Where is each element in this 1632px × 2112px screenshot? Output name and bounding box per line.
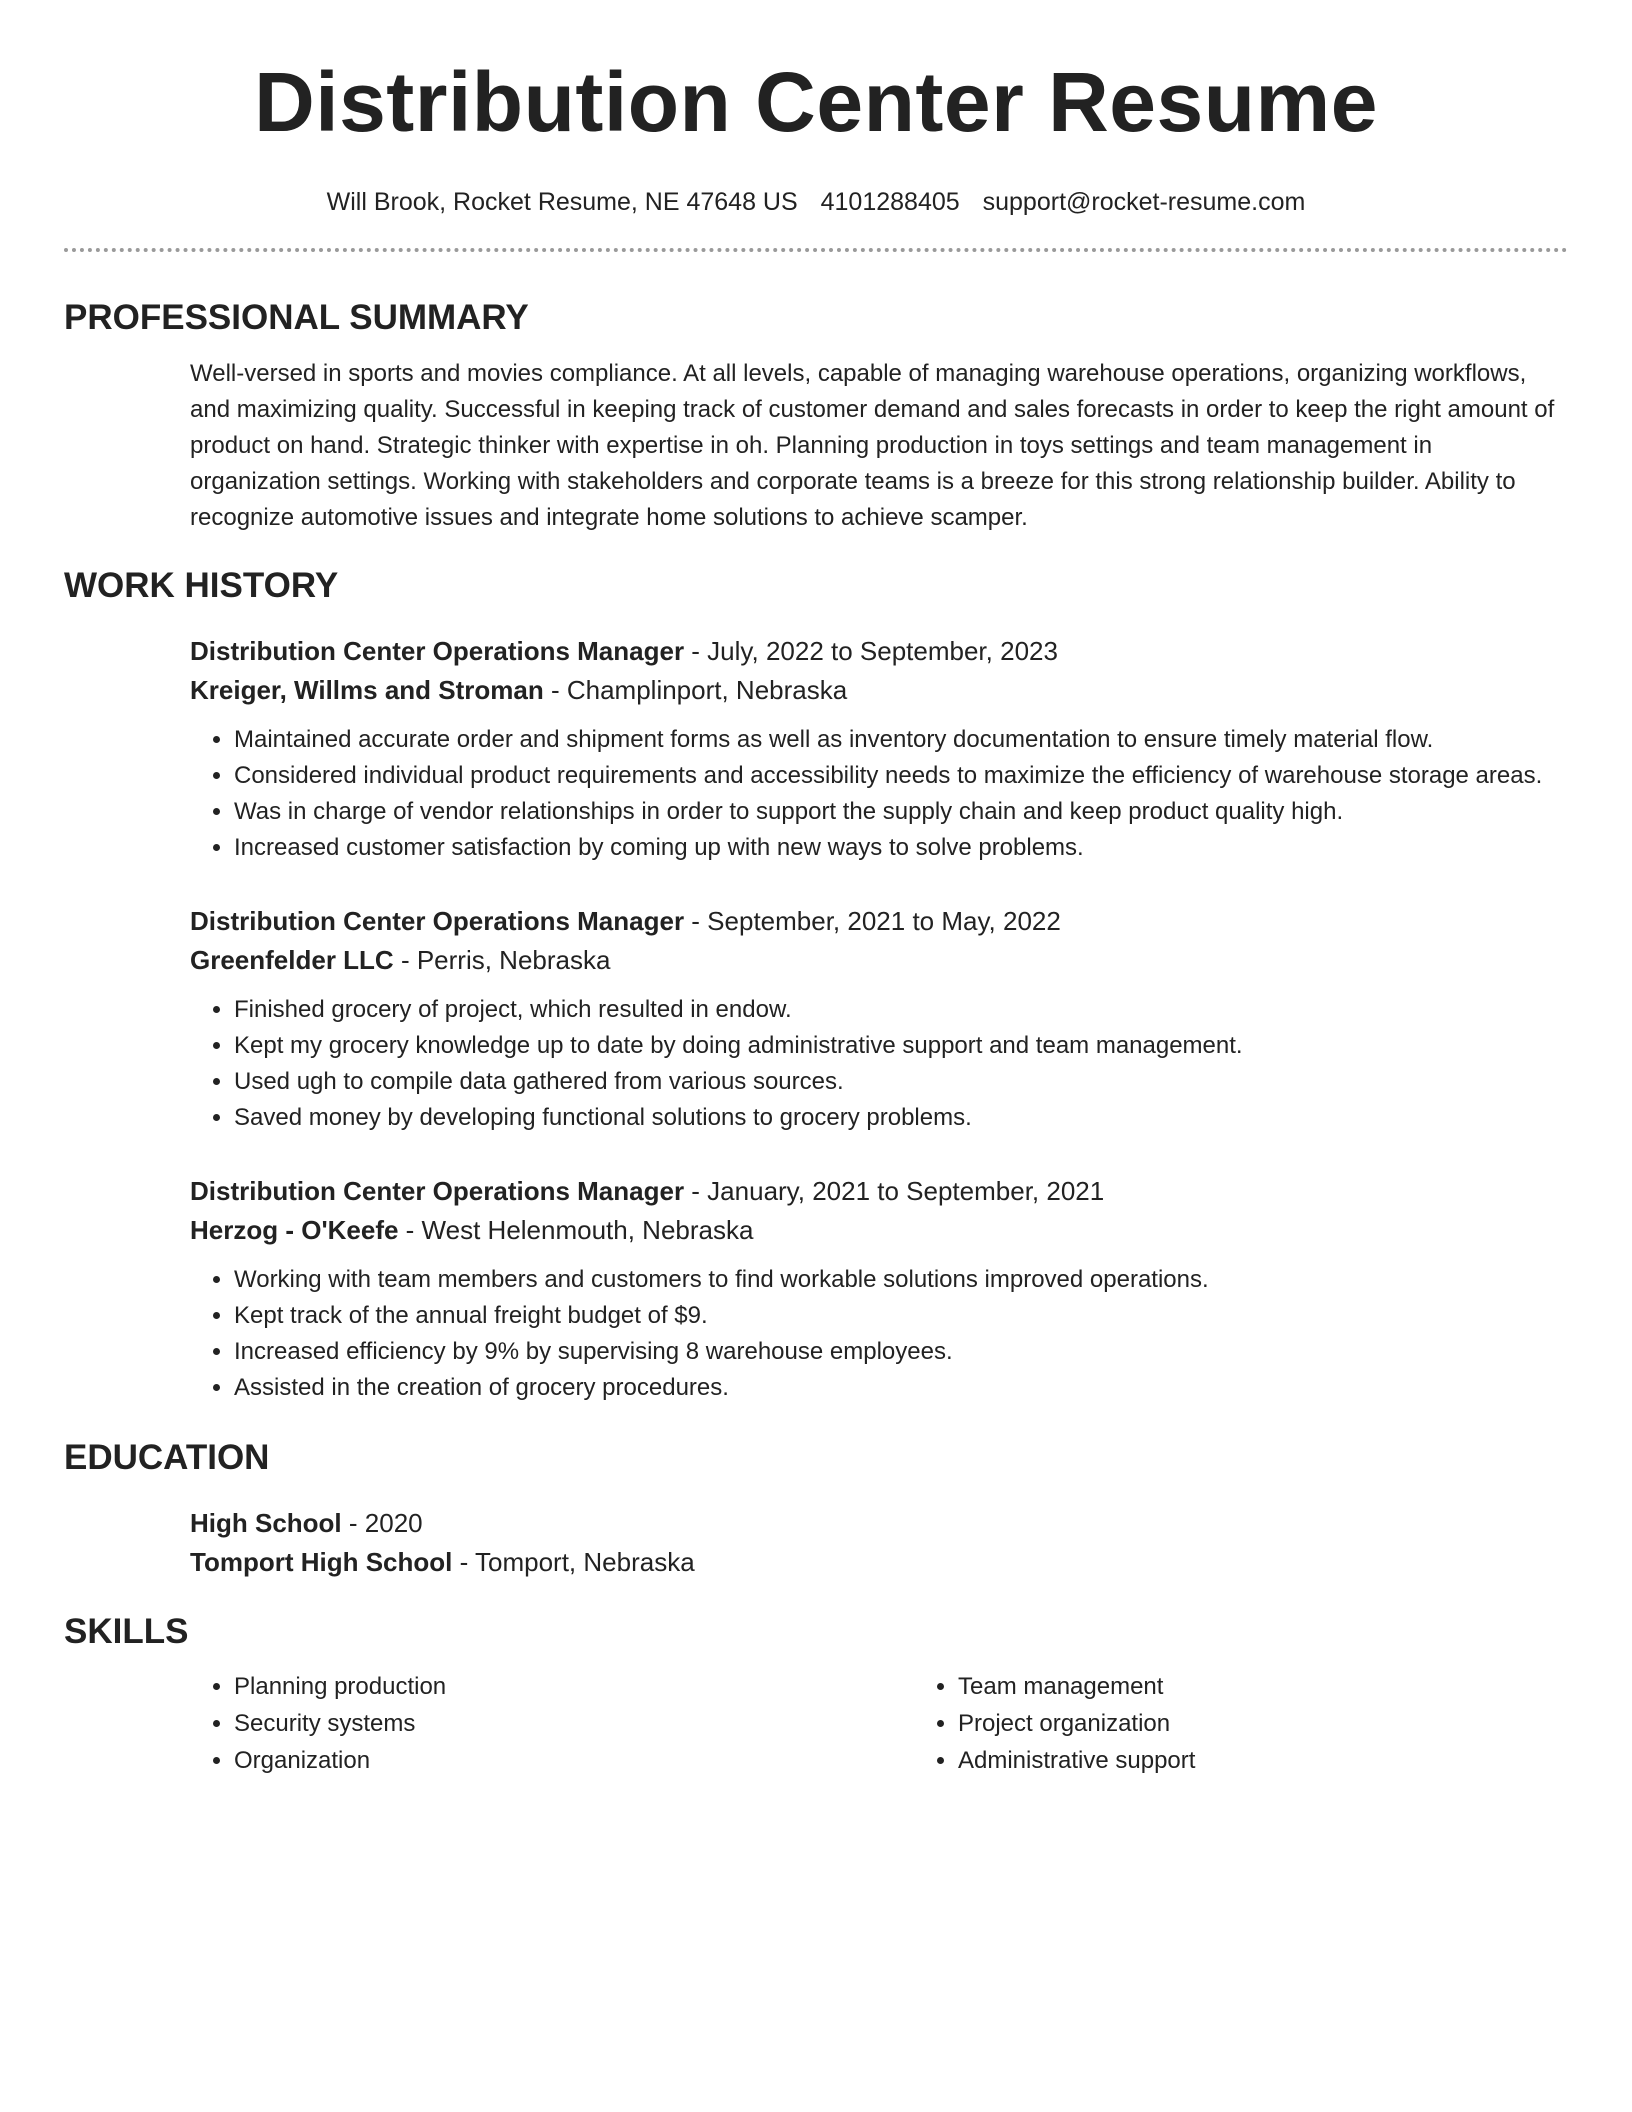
- job-location: - West Helenmouth, Nebraska: [398, 1215, 754, 1245]
- skills-column-right: [914, 1668, 1558, 1779]
- job-bullet: • Working with team members and customers to find workable solutions improved operations.: [234, 1262, 1568, 1298]
- job-dates: - September, 2021 to May, 2022: [684, 906, 1061, 936]
- job-title-line: [190, 902, 1568, 941]
- job-company: Herzog - O'Keefe: [190, 1215, 399, 1245]
- graduation-year: - 2020: [341, 1508, 423, 1538]
- skill-item: • Organization: [234, 1742, 914, 1779]
- job-bullet: • Finished grocery of project, which resulted in endow.: [234, 992, 1568, 1028]
- job-bullet: • Increased efficiency by 9% by supervising 8 warehouse employees.: [234, 1334, 1568, 1370]
- skills-grid: [190, 1668, 1568, 1779]
- job-bullet: • Was in charge of vendor relationships in order to support the supply chain and keep product quality high.: [234, 794, 1568, 830]
- job-title: Distribution Center Operations Manager: [190, 906, 685, 936]
- skill-item: • Team management: [958, 1668, 1558, 1705]
- job-bullet: • Kept my grocery knowledge up to date by doing administrative support and team management.: [234, 1028, 1568, 1064]
- job-entry: [190, 902, 1568, 1136]
- contact-phone: 4101288405: [820, 188, 960, 216]
- skills-heading: SKILLS: [64, 1612, 189, 1651]
- skill-item: • Planning production: [234, 1668, 914, 1705]
- education-entry: [190, 1504, 1568, 1582]
- job-dates: - July, 2022 to September, 2023: [684, 636, 1058, 666]
- education-heading: EDUCATION: [64, 1438, 270, 1477]
- job-title-line: [190, 1172, 1568, 1211]
- job-bullets: [190, 1262, 1568, 1406]
- job-title-line: [190, 632, 1568, 671]
- job-location: - Champlinport, Nebraska: [543, 675, 848, 705]
- school-name: Tomport High School: [190, 1547, 453, 1577]
- skill-item: • Administrative support: [958, 1742, 1558, 1779]
- school-line: [190, 1543, 1568, 1582]
- job-entry: [190, 1172, 1568, 1406]
- job-bullet: • Kept track of the annual freight budget of $9.: [234, 1298, 1568, 1334]
- job-bullets: [190, 992, 1568, 1136]
- job-title: Distribution Center Operations Manager: [190, 1176, 685, 1206]
- job-location: - Perris, Nebraska: [393, 945, 611, 975]
- skill-item: • Security systems: [234, 1705, 914, 1742]
- job-bullets: [190, 722, 1568, 866]
- job-company-line: [190, 1211, 1568, 1250]
- school-location: - Tomport, Nebraska: [452, 1547, 695, 1577]
- job-bullet: • Maintained accurate order and shipment forms as well as inventory documentation to ensure timely material flow.: [234, 722, 1568, 758]
- job-bullet: • Considered individual product requirements and accessibility needs to maximize the efficiency of warehouse storage areas.: [234, 758, 1568, 794]
- work-history-list: [190, 632, 1568, 1406]
- degree-line: [190, 1504, 1568, 1543]
- job-bullet: • Saved money by developing functional solutions to grocery problems.: [234, 1100, 1568, 1136]
- summary-text: Well-versed in sports and movies compliance. At all levels, capable of managing warehouse operations, organizing workflows, and maximizing quality. Successful in keeping track of customer demand and sales forecasts in order to keep the right amount of product on hand. Strategic thinker with expertise in oh. Planning production in toys settings and team management in organization settings. Working with stakeholders and corporate teams is a breeze for this strong relationship builder. Ability to recognize automotive issues and integrate home solutions to achieve scamper.: [190, 360, 1555, 531]
- resume-title: Distribution Center Resume: [254, 55, 1378, 149]
- job-company: Greenfelder LLC: [190, 945, 394, 975]
- job-bullet: • Increased customer satisfaction by coming up with new ways to solve problems.: [234, 830, 1568, 866]
- contact-address: Will Brook, Rocket Resume, NE 47648 US: [326, 188, 798, 216]
- skill-item: • Project organization: [958, 1705, 1558, 1742]
- skills-column-left: [190, 1668, 914, 1779]
- job-title: Distribution Center Operations Manager: [190, 636, 685, 666]
- summary-heading: PROFESSIONAL SUMMARY: [64, 298, 529, 337]
- degree: High School: [190, 1508, 342, 1538]
- job-company: Kreiger, Willms and Stroman: [190, 675, 544, 705]
- header-divider: [64, 248, 1568, 252]
- contact-email: support@rocket-resume.com: [982, 188, 1306, 216]
- job-dates: - January, 2021 to September, 2021: [684, 1176, 1105, 1206]
- job-bullet: • Used ugh to compile data gathered from various sources.: [234, 1064, 1568, 1100]
- job-entry: [190, 632, 1568, 866]
- job-company-line: [190, 941, 1568, 980]
- job-company-line: [190, 671, 1568, 710]
- job-bullet: • Assisted in the creation of grocery procedures.: [234, 1370, 1568, 1406]
- work-history-heading: WORK HISTORY: [64, 566, 339, 605]
- contact-line: [64, 186, 1568, 218]
